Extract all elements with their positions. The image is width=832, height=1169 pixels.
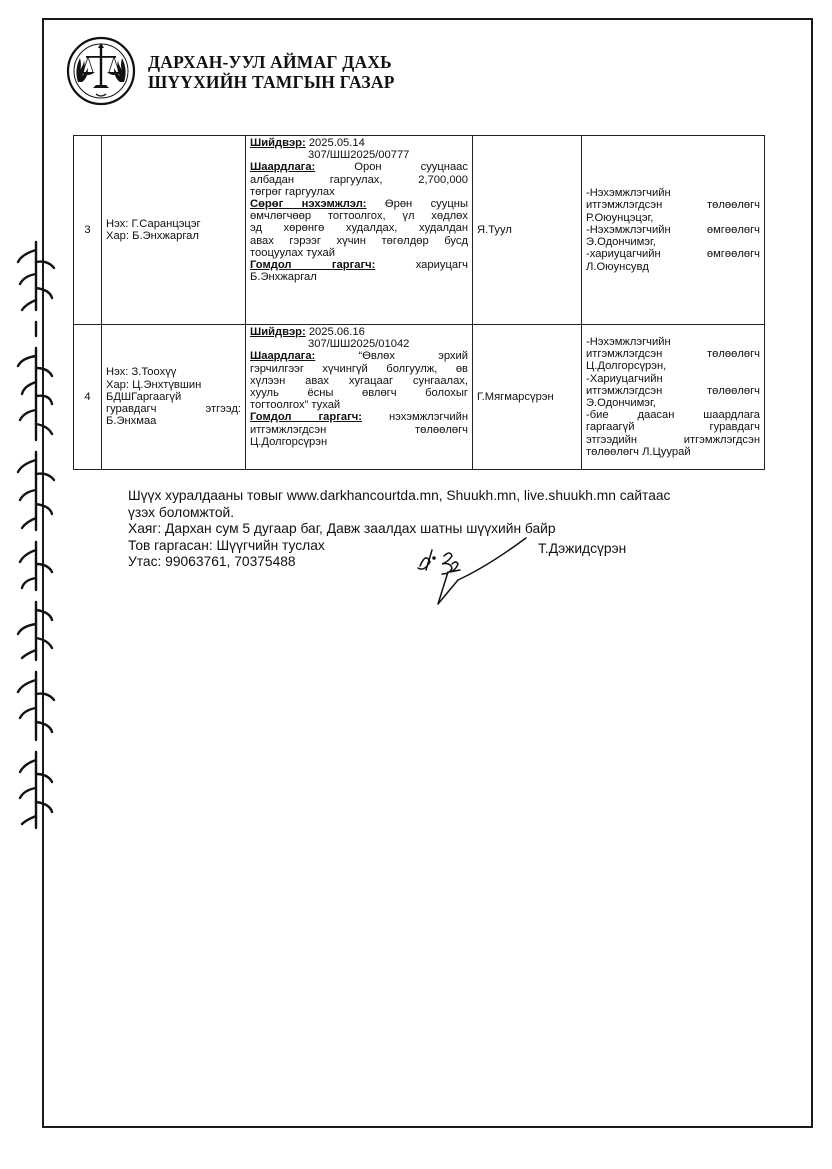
rep-line: -хариуцагчийн өмгөөлөгч xyxy=(586,248,760,261)
decision-number: 307/ШШ2025/01042 xyxy=(308,338,410,351)
rep-line: этгээдийн итгэмжлэгдсэн xyxy=(586,433,760,446)
counterclaim-line: авах гэрээг хүчин төгөлдөр бусд xyxy=(250,234,468,247)
rep-line: Э.Одончимэг, xyxy=(586,397,656,409)
appellant-line: хариуцагч xyxy=(415,259,468,272)
counterclaim-line: эд хөрөнгө худалдах, худалдан xyxy=(250,222,468,235)
rep-line: Р.Оюунцэцэг, xyxy=(586,211,654,224)
case-details xyxy=(246,325,473,470)
party-line: Хар: Б.Энхжаргал xyxy=(106,230,199,242)
counterclaim-line: Өрөн сууцны xyxy=(384,198,468,211)
claim-line: албадан гаргуулах, 2,700,000 xyxy=(250,173,468,186)
decision-number: 307/ШШ2025/00777 xyxy=(308,149,410,162)
claim-label: Шаардлага: xyxy=(250,161,316,174)
table-row xyxy=(74,136,765,325)
rep-line: итгэмжлэгдсэн төлөөлөгч xyxy=(586,199,760,212)
rep-line: төлөөлөгч Л.Цуурай xyxy=(586,445,691,458)
table-row xyxy=(74,325,765,470)
rep-line: Э.Одончимэг, xyxy=(586,236,656,249)
claim-line: хүлээн авах хугацааг сунгаалах, xyxy=(250,374,468,387)
party-line: Нэх: З.Тоохүү xyxy=(106,366,177,379)
prepared-by-line: Тов гаргасан: Шүүгчийн туслах xyxy=(128,537,325,553)
claim-line: хууль ёсны өвлөгч болохыг xyxy=(250,387,468,400)
claim-line: “Өвлөх эрхий xyxy=(358,350,469,363)
party-line: БДШГаргаагүй xyxy=(106,390,182,403)
case-number: 4 xyxy=(74,325,102,470)
rep-line: -Хариуцагчийн xyxy=(586,372,663,385)
party-line: Б.Энхмаа xyxy=(106,415,157,428)
decision-date: 2025.06.16 xyxy=(308,326,365,338)
appellant-line: Б.Энхжаргал xyxy=(250,271,317,284)
mongolian-script-text-icon xyxy=(6,240,64,830)
court-scales-emblem-icon xyxy=(66,36,136,106)
handwritten-signature-icon xyxy=(408,536,528,608)
decision-label: Шийдвэр: xyxy=(250,137,306,149)
case-parties xyxy=(102,136,246,325)
case-judge: Г.Мягмарсүрэн xyxy=(473,325,582,470)
party-line: гуравдагч этгээд: xyxy=(106,403,241,416)
rep-line: Л.Оюунсувд xyxy=(586,260,649,273)
org-name-line1: ДАРХАН-УУЛ АЙМАГ ДАХЬ xyxy=(148,52,392,72)
counterclaim-line: тооцуулах тухай xyxy=(250,246,336,259)
signer-name: Т.Дэжидсүрэн xyxy=(538,541,627,556)
appellant-label: Гомдол гаргагч: xyxy=(250,411,362,424)
rep-line: итгэмжлэгдсэн төлөөлөгч xyxy=(586,348,760,361)
rep-line: -Нэхэмжлэгчийн өмгөөлөгч xyxy=(586,223,760,236)
claim-line: Орон сууцнаас xyxy=(354,161,469,174)
claim-line: төгрөг гаргуулах xyxy=(250,185,335,198)
org-name-line2: ШҮҮХИЙН ТАМГЫН ГАЗАР xyxy=(148,72,395,92)
case-representatives xyxy=(582,325,765,470)
claim-line: гэрчилгээг хүчингүй болгуулж, өв xyxy=(250,362,468,375)
address-line: Хаяг: Дархан сум 5 дугаар баг, Давж заалдах шатны шүүхийн байр xyxy=(128,521,556,536)
appellant-line: Ц.Долгорсүрэн xyxy=(250,435,328,448)
phone-line: Утас: 99063761, 70375488 xyxy=(128,554,296,569)
court-schedule-table xyxy=(73,135,765,470)
case-number: 3 xyxy=(74,136,102,325)
rep-line: -бие даасан шаардлага xyxy=(586,409,760,422)
rep-line: -Нэхэмжлэгчийн xyxy=(586,187,671,200)
organization-name xyxy=(148,52,395,92)
appellant-line: итгэмжлэгдсэн төлөөлөгч xyxy=(250,423,468,436)
rep-line: -Нэхэмжлэгчийн xyxy=(586,335,671,348)
party-line: Нэх: Г.Саранцэцэг xyxy=(106,217,201,230)
case-representatives xyxy=(582,136,765,325)
rep-line: гаргаагүй гуравдагч xyxy=(586,421,760,434)
case-details xyxy=(246,136,473,325)
counterclaim-label: Сөрөг нэхэмжлэл: xyxy=(250,198,367,211)
case-judge: Я.Туул xyxy=(473,136,582,325)
rep-line: итгэмжлэгдсэн төлөөлөгч xyxy=(586,384,760,397)
appellant-line: нэхэмжлэгчийн xyxy=(388,411,468,424)
decision-date: 2025.05.14 xyxy=(308,137,365,149)
website-note-line1: Шүүх хуралдааны товыг www.darkhancourtda.mn, Shuukh.mn, live.shuukh.mn сайтаас xyxy=(128,488,671,503)
counterclaim-line: өмчлөгчөөр тогтоолгох, үл хөдлөх xyxy=(250,210,468,223)
claim-label: Шаардлага: xyxy=(250,350,316,363)
appellant-label: Гомдол гаргагч: xyxy=(250,259,376,272)
website-note-line2: үзэх боломжтой. xyxy=(128,504,235,520)
party-line: Хар: Ц.Энхтүвшин xyxy=(106,378,202,391)
decision-label: Шийдвэр: xyxy=(250,326,306,338)
claim-line: тогтоолгох” тухай xyxy=(250,399,341,412)
case-parties xyxy=(102,325,246,470)
rep-line: Ц.Долгорсүрэн, xyxy=(586,360,667,373)
